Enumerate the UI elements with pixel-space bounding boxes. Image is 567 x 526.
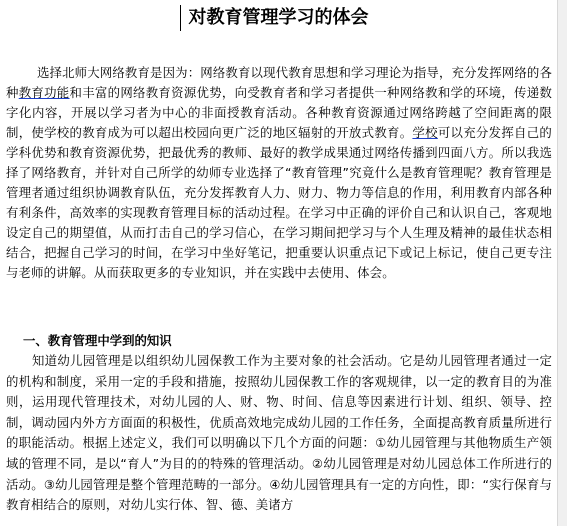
document-title: 对教育管理学习的体会 [188, 7, 369, 28]
intro-paragraph [6, 63, 552, 283]
underlined-term-school: 学校 [412, 125, 438, 140]
vertical-scrollbar[interactable] [557, 0, 567, 526]
body-paragraph: 知道幼儿园管理是以组织幼儿园保教工作为主要对象的社会活动。它是幼儿园管理者通过一定的机构和制度，采用一定的手段和措施，按照幼儿园保教工作的客观规律，以一定的教育目的为准则，运用现代管理技术，对幼儿园的人、财、物、时间、信息等因素进行计划、组织、领导、控制，调动园内外方方面面的积极性，优质高效地完成幼儿园的工作任务，全面提高教育质量所进行的职能活动。根据上述定义，我们可以明确以下几个方面的问题：①幼儿园管理与其他物质生产领域的管理不同，是以“育人”为目的的特殊的管理活动。②幼儿园管理是对幼儿园总体工作所进行的活动。③幼儿园管理是整个管理范畴的一部分。④幼儿园管理具有一定的方向性，即：“实行保育与教育相结合的原则，对幼儿实行体、智、德、美诸方 [6, 353, 552, 513]
intro-text-1: 选择北师大网络教育是因为：网络教育以现代教育思想和学习理论为指导，充分发挥网络的各种 [6, 65, 552, 100]
intro-text-3: 可以充分发挥自己的学科优势和教育资源优势，把最优秀的教师、最好的教学成果通过网络传播到四面八方。所以我选择了网络教育，并针对自己所学的幼师专业选择了“教育管理”究竟什么是教育管理呢？教育管理是管理者通过组织协调教育队伍，充分发挥教育人力、财力、物力等信息的作用，利用教育内部各种有利条件，高效率的实现教育管理目标的活动过程。在学习中正确的评价自己和认识自己，客观地设定自己的期望值，从而打击自己的学习信心，在学习期间把学习与个人生理及精神的最佳状态相结合，把握自己学习的时间，在学习中坐好笔记，把重要认识重点记下或记上标记，使自己更专注与老师的讲解。从而获取更多的专业知识，并在实践中去使用、体会。 [6, 125, 552, 280]
intro-text-2: 和丰富的网络教育资源优势，向受教育者和学习者提供一种网络教和学的环境，传递数字化内容，开展以学习者为中心的非面授教育活动。各种教育资源通过网络跨越了空间距离的限制，使学校的教育成为可以超出校园向更广泛的地区辐射的开放式教育。 [6, 85, 552, 140]
text-cursor [180, 5, 181, 31]
section-heading: 一、教育管理中学到的知识 [23, 333, 172, 348]
underlined-term-education-function: 教育功能 [18, 85, 70, 100]
